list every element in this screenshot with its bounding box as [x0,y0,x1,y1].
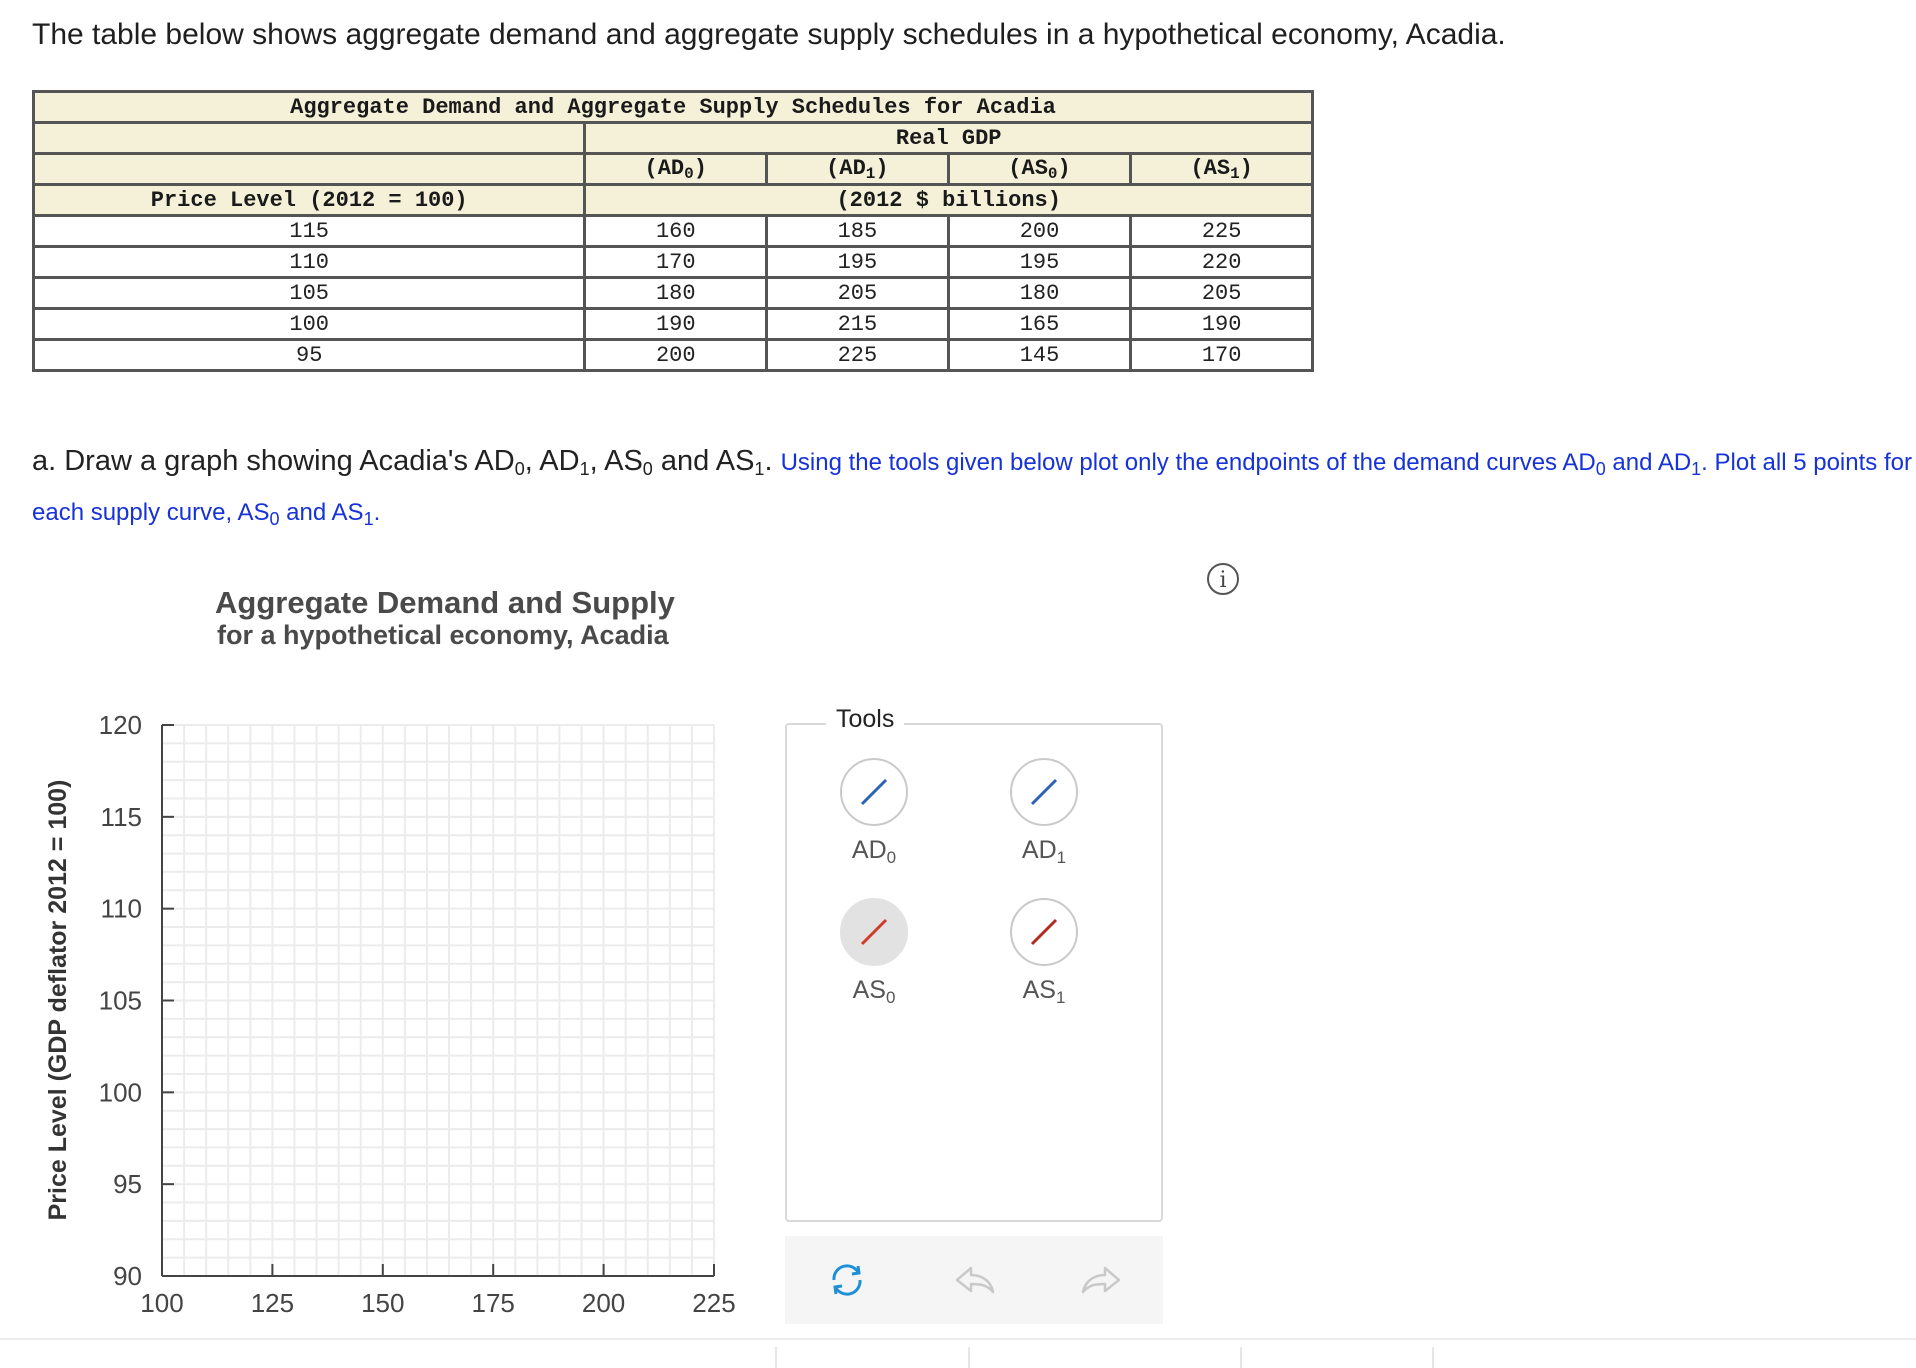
price-level-header: Price Level (2012 = 100) [34,185,585,216]
action-bar [785,1236,1163,1324]
y-tick-label: 120 [98,710,142,740]
tick-labels [99,710,736,1318]
col-header-as0: $(AS_0)$ [948,154,1131,185]
graph-canvas[interactable] [0,690,760,1340]
cell: 110 [34,247,585,278]
cell: 200 [585,340,767,371]
reset-icon[interactable] [825,1258,869,1302]
cell: 195 [948,247,1131,278]
line-icon[interactable] [840,898,908,966]
cell: 190 [585,309,767,340]
cell: 165 [948,309,1131,340]
tool-as0[interactable]: $AS_0$ [814,898,934,1008]
x-tick-label: 200 [581,1288,626,1318]
cell: 215 [767,309,949,340]
y-tick-label: 110 [100,893,142,924]
table-title: Aggregate Demand and Aggregate Supply Schedules for Acadia [34,92,1313,123]
table-row [34,247,1313,278]
table-blank-cell [34,123,585,154]
cell: 205 [767,278,949,309]
x-tick-label: 175 [471,1288,515,1318]
cell: 220 [1131,247,1313,278]
q-item-as1: $AS_1$. [715,445,773,479]
table-row [34,278,1313,309]
y-tick-label: 90 [113,1261,142,1291]
col-header-ad0: $(AD_0)$ [585,154,767,185]
col-header-ad1: $(AD_1)$ [767,154,949,185]
x-tick-label: 125 [250,1288,295,1318]
units-header: (2012 $ billions) [585,185,1313,216]
cell: 170 [1131,340,1313,371]
info-icon[interactable]: i [1207,563,1239,595]
intro-text: The table below shows aggregate demand and aggregate supply schedules in a hypothetical economy, Acadia. [32,18,1506,51]
tool-as1[interactable]: $AS_1$ [984,898,1104,1008]
cell: 105 [34,278,585,309]
undo-icon[interactable] [953,1258,997,1302]
tool-ad1[interactable]: $AD_1$ [984,758,1104,868]
schedule-table [32,90,1314,372]
tools-label: Tools [826,705,904,734]
line-icon[interactable] [840,758,908,826]
cell: 185 [767,216,949,247]
cell: 200 [948,216,1131,247]
tool-ad0[interactable]: $AD_0$ [814,758,934,868]
real-gdp-header: Real GDP [585,123,1313,154]
q-item-ad1: $AD_1$, [539,445,598,479]
cell: 100 [34,309,585,340]
cell: 195 [767,247,949,278]
table-row [34,309,1313,340]
cell: 145 [948,340,1131,371]
cell: 95 [34,340,585,371]
instructions-text: Using the tools given below plot only the endpoints of the demand curves $AD_0$ and $AD_1$. Plot all 5 points for each supply curve, $AS_0$ and $AS_1$. [32,449,1912,529]
y-tick-label: 100 [98,1077,142,1108]
col-header-as1: $(AS_1)$ [1131,154,1313,185]
x-tick-label: 100 [140,1288,184,1318]
table-blank-cell [34,154,585,185]
chart-title: Aggregate Demand and Supply [215,585,675,620]
cell: 160 [585,216,767,247]
x-tick-label: 225 [692,1288,736,1318]
x-tick-label: 150 [361,1288,405,1318]
table-row [34,216,1313,247]
y-axis-label: Price Level (GDP deflator 2012 = 100) [44,779,72,1221]
cell: 190 [1131,309,1313,340]
cell: 115 [34,216,585,247]
cell: 225 [767,340,949,371]
line-icon[interactable] [1010,758,1078,826]
y-tick-label: 105 [98,985,142,1016]
chart-subtitle: for a hypothetical economy, Acadia [217,620,669,650]
q-item-ad0: $AD_0$, [474,445,533,479]
cell: 205 [1131,278,1313,309]
table-row [34,340,1313,371]
grid [162,725,714,1276]
line-icon[interactable] [1010,898,1078,966]
divider [0,1338,1916,1340]
y-tick-label: 95 [113,1169,142,1200]
question-text: a. Draw a graph showing Acadia's $AD_0$, $AD_1$, $AS_0$ and $AS_1$. Using the tools given below plot only the endpoints of the demand curves $AD_0$ and $AD_1$. Plot all 5 points for each supply curve, $AS_0$ and $AS_1$. [32,445,1912,529]
cell: 180 [585,278,767,309]
redo-icon[interactable] [1079,1258,1123,1302]
q-item-as0: $AS_0$ and [604,445,710,479]
cell: 180 [948,278,1131,309]
cell: 225 [1131,216,1313,247]
y-tick-label: 115 [100,801,142,832]
cell: 170 [585,247,767,278]
